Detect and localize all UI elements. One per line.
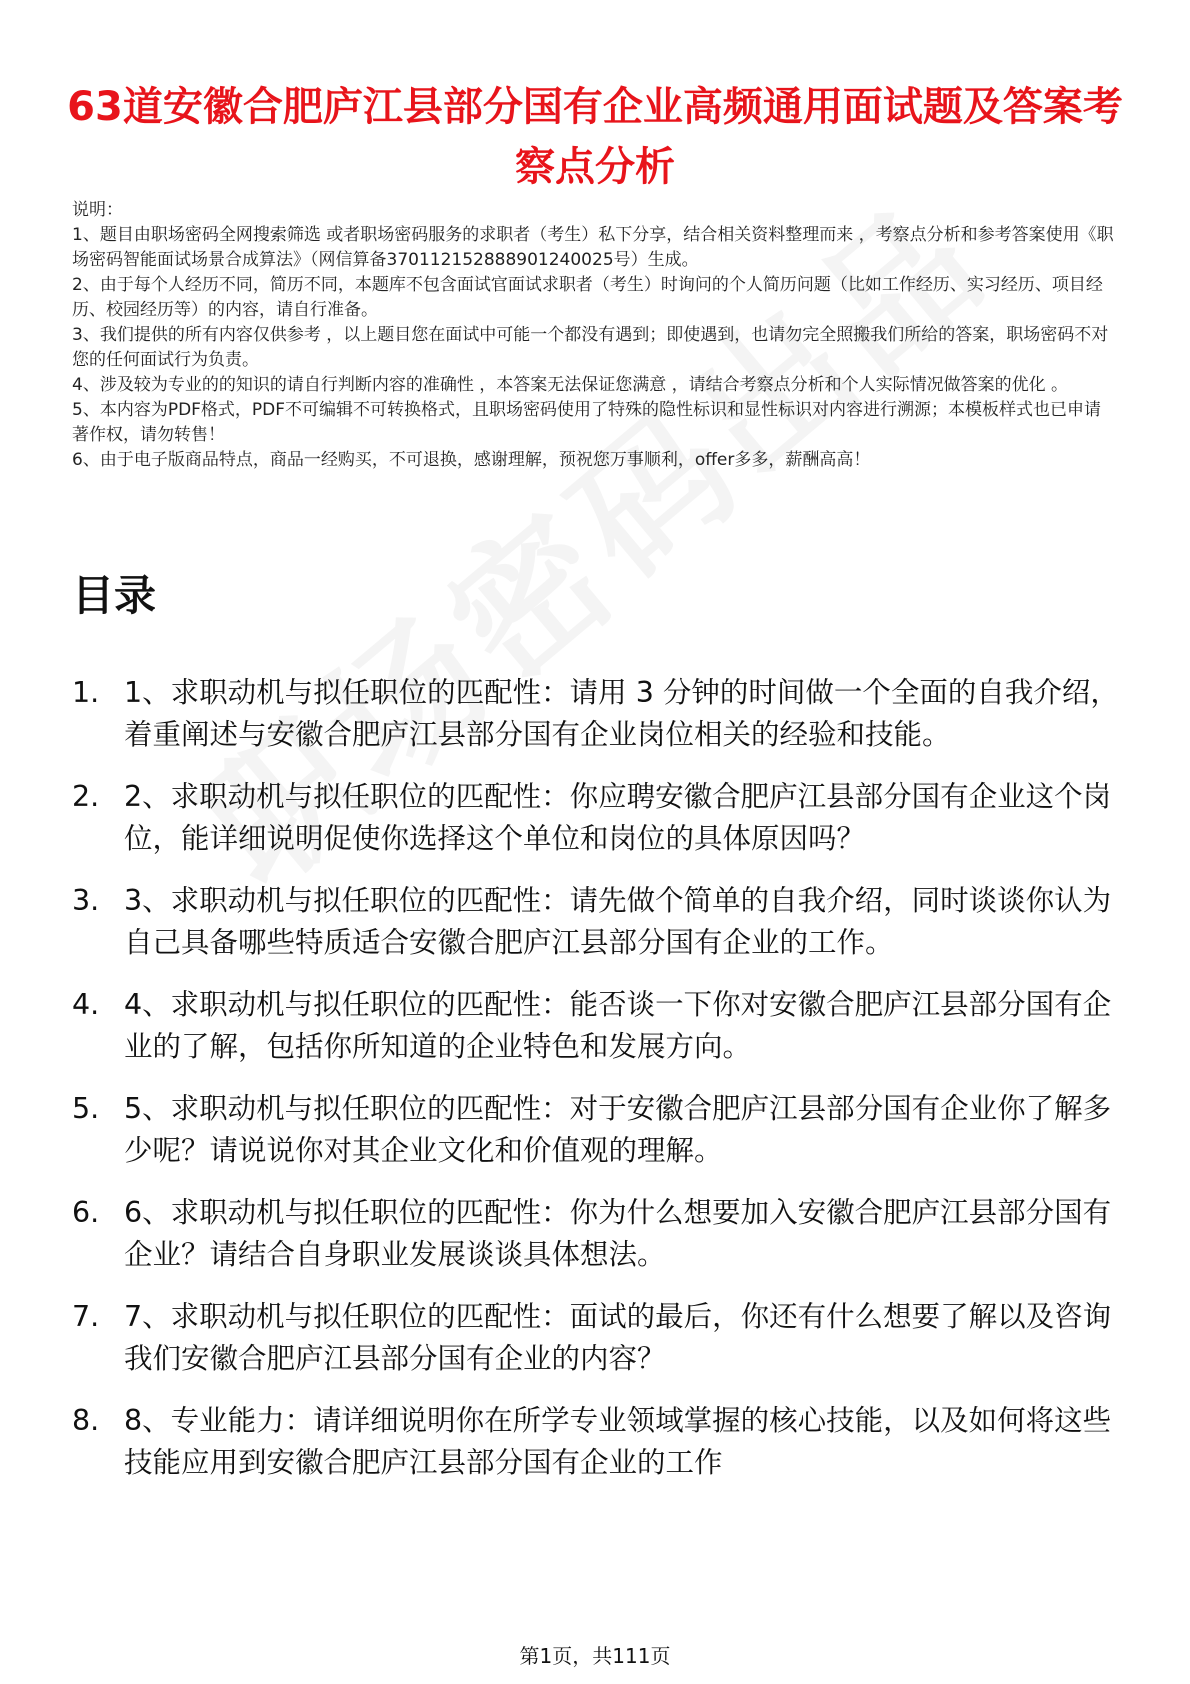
toc-item-number: 7. [72,1300,100,1333]
toc-item-number: 4. [72,988,100,1021]
toc-item[interactable] [72,1400,1122,1484]
toc-item-text: 4、求职动机与拟任职位的匹配性：能否谈一下你对安徽合肥庐江县部分国有企业的了解，包括你所知道的企业特色和发展方向。 [124,988,1112,1063]
toc-item-text: 3、求职动机与拟任职位的匹配性：请先做个简单的自我介绍，同时谈谈你认为自己具备哪些特质适合安徽合肥庐江县部分国有企业的工作。 [124,884,1112,959]
note-item: 4、涉及较为专业的的知识的请自行判断内容的准确性 ，本答案无法保证您满意 ，请结合考察点分析和个人实际情况做答案的优化 。 [72,375,1069,395]
toc-item-number: 6. [72,1196,100,1229]
toc-item-text: 1、求职动机与拟任职位的匹配性：请用 3 分钟的时间做一个全面的自我介绍，着重阐述与安徽合肥庐江县部分国有企业岗位相关的经验和技能。 [124,676,1119,751]
note-item: 2、由于每个人经历不同，简历不同，本题库不包含面试官面试求职者（考生）时询问的个人简历问题（比如工作经历、实习经历、项目经历、校园经历等）的内容，请自行准备。 [72,275,1103,320]
page-footer: 第1页，共111页 [519,1644,671,1668]
toc-item-text: 7、求职动机与拟任职位的匹配性：面试的最后，你还有什么想要了解以及咨询我们安徽合肥庐江县部分国有企业的内容？ [124,1300,1112,1375]
toc-item-number: 3. [72,884,100,917]
document-title: 63道安徽合肥庐江县部分国有企业高频通用面试题及答案考察点分析 [67,83,1123,190]
toc-item[interactable] [72,1192,1122,1276]
toc-heading: 目录 [72,571,157,620]
toc-item[interactable] [72,1088,1122,1172]
note-item: 6、由于电子版商品特点，商品一经购买，不可退换，感谢理解，预祝您万事顺利，offer多多，薪酬高高！ [72,450,871,470]
toc-item-number: 5. [72,1092,100,1125]
toc-item[interactable] [72,672,1122,756]
toc-item-number: 1. [72,676,100,709]
toc-item-text: 5、求职动机与拟任职位的匹配性：对于安徽合肥庐江县部分国有企业你了解多少呢？请说说你对其企业文化和价值观的理解。 [124,1092,1112,1167]
toc-item[interactable] [72,880,1122,964]
notes-heading: 说明： [72,200,123,220]
toc-list [72,672,1122,1504]
toc-item-text: 8、专业能力：请详细说明你在所学专业领域掌握的核心技能，以及如何将这些技能应用到安徽合肥庐江县部分国有企业的工作 [124,1404,1112,1479]
note-item: 3、我们提供的所有内容仅供参考 ，以上题目您在面试中可能一个都没有遇到；即使遇到，也请勿完全照搬我们所给的答案，职场密码不对您的任何面试行为负责。 [72,325,1109,370]
toc-item-text: 2、求职动机与拟任职位的匹配性：你应聘安徽合肥庐江县部分国有企业这个岗位，能详细说明促使你选择这个单位和岗位的具体原因吗？ [124,780,1112,855]
note-item: 5、本内容为PDF格式，PDF不可编辑不可转换格式，且职场密码使用了特殊的隐性标识和显性标识对内容进行溯源；本模板样式也已申请著作权，请勿转售！ [72,400,1102,445]
toc-item[interactable] [72,984,1122,1068]
toc-item-number: 8. [72,1404,100,1437]
toc-item-number: 2. [72,780,100,813]
toc-item-text: 6、求职动机与拟任职位的匹配性：你为什么想要加入安徽合肥庐江县部分国有企业？请结合自身职业发展谈谈具体想法。 [124,1196,1112,1271]
notes-section [72,198,1118,473]
note-item: 1、题目由职场密码全网搜索筛选 或者职场密码服务的求职者（考生）私下分享，结合相关资料整理而来 ，考察点分析和参考答案使用《职场密码智能面试场景合成算法》（网信算备370112152888901240025号）生成。 [72,225,1114,270]
toc-item[interactable] [72,776,1122,860]
toc-item[interactable] [72,1296,1122,1380]
